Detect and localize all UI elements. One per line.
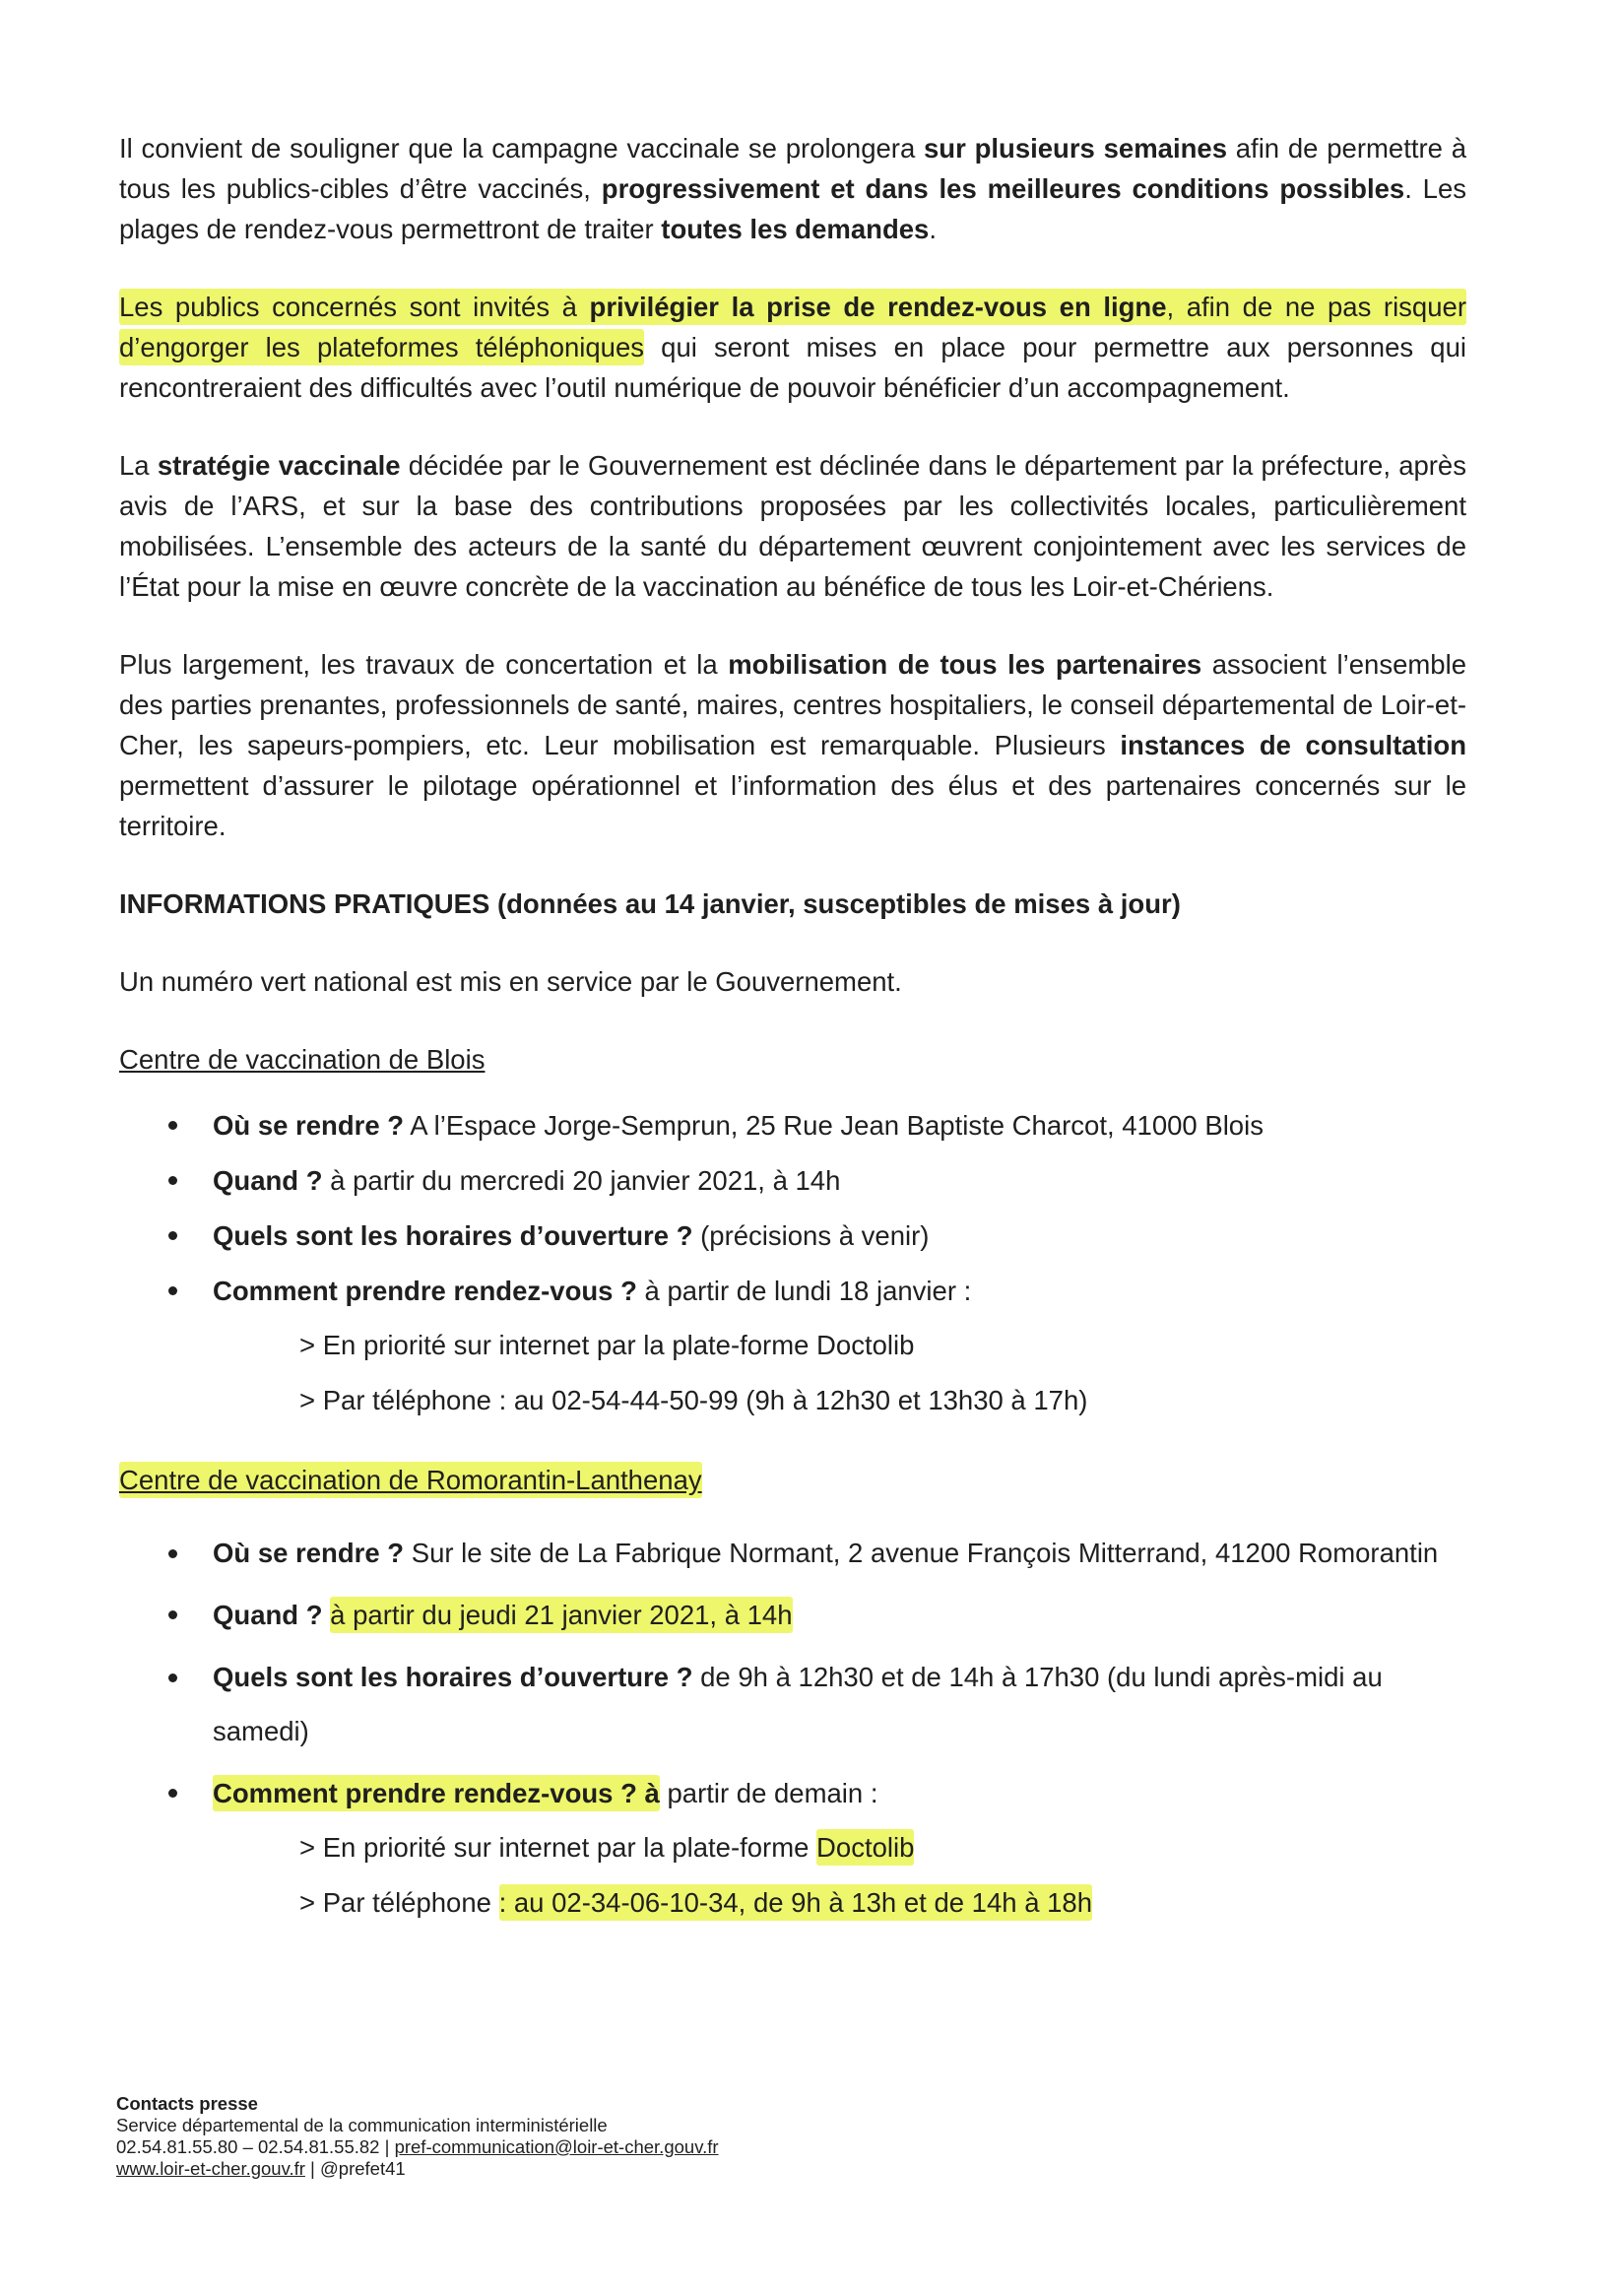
bold-text: stratégie vaccinale bbox=[157, 450, 401, 481]
blois-center-title: Centre de vaccination de Blois bbox=[119, 1044, 486, 1075]
text: Il convient de souligner que la campagne vaccinale se prolongera bbox=[119, 133, 925, 164]
list-item bbox=[168, 1160, 1466, 1201]
text: . bbox=[929, 214, 937, 244]
contacts-phones-line bbox=[116, 2136, 1003, 2158]
numero-vert-text: Un numéro vert national est mis en service par le Gouvernement. bbox=[119, 966, 902, 997]
list-item bbox=[168, 1215, 1466, 1256]
text: . Les plages de rendez-vous permettront de traiter bbox=[119, 173, 1466, 244]
text: afin de permettre à tous les publics-cibles d’être vaccinés, bbox=[119, 133, 1466, 204]
highlighted-text: Doctolib bbox=[816, 1829, 914, 1866]
document-page bbox=[119, 128, 1466, 1937]
paragraph-online-booking bbox=[119, 287, 1466, 408]
bullet-icon bbox=[168, 1286, 177, 1295]
separator: | bbox=[304, 2158, 321, 2179]
item-value: de 9h à 12h30 et de 14h à 17h30 (du lundi après-midi au samedi) bbox=[213, 1662, 1383, 1746]
list-item bbox=[168, 1773, 1466, 1813]
item-value: à partir du mercredi 20 janvier 2021, à 14h bbox=[322, 1165, 841, 1196]
list-item bbox=[168, 1105, 1466, 1146]
highlighted-label: Comment prendre rendez-vous ? à bbox=[213, 1775, 660, 1811]
website-link[interactable]: www.loir-et-cher.gouv.fr bbox=[116, 2158, 305, 2179]
text: Les publics concernés sont invités à bbox=[119, 292, 590, 322]
item-value: partir de demain : bbox=[659, 1778, 878, 1808]
bold-text: progressivement et dans les meilleures conditions possibles bbox=[601, 173, 1405, 204]
contacts-web-line bbox=[116, 2158, 1003, 2180]
romorantin-info-list bbox=[119, 1526, 1466, 1813]
item-label: Quand ? bbox=[213, 1600, 323, 1630]
item-label: Où se rendre ? bbox=[213, 1110, 405, 1141]
section-heading-informations-pratiques: INFORMATIONS PRATIQUES (données au 14 janvier, susceptibles de mises à jour) bbox=[119, 888, 1181, 919]
blois-telephone-option: > Par téléphone : au 02-54-44-50-99 (9h à 12h30 et 13h30 à 17h) bbox=[299, 1385, 1088, 1415]
item-value: à partir de lundi 18 janvier : bbox=[636, 1276, 972, 1306]
list-item bbox=[168, 1595, 1466, 1635]
item-label: Quels sont les horaires d’ouverture ? bbox=[213, 1220, 693, 1251]
bullet-icon bbox=[168, 1789, 177, 1798]
text: > Par téléphone bbox=[299, 1887, 499, 1918]
item-label: Où se rendre ? bbox=[213, 1538, 405, 1568]
highlighted-text: : au 02-34-06-10-34, de 9h à 13h et de 14h à 18h bbox=[499, 1884, 1092, 1921]
bold-text: instances de consultation bbox=[1120, 730, 1466, 760]
bullet-icon bbox=[168, 1121, 177, 1130]
bold-text: privilégier la prise de rendez-vous en ligne bbox=[589, 292, 1167, 322]
paragraph-campaign-duration bbox=[119, 128, 1466, 249]
bold-text: sur plusieurs semaines bbox=[924, 133, 1227, 164]
text: Plus largement, les travaux de concertation et la bbox=[119, 649, 729, 680]
list-item bbox=[168, 1271, 1466, 1311]
bullet-icon bbox=[168, 1610, 177, 1619]
romorantin-telephone-option bbox=[119, 1882, 1466, 1923]
highlighted-text: à partir du jeudi 21 janvier 2021, à 14h bbox=[330, 1597, 792, 1633]
list-item bbox=[168, 1650, 1466, 1758]
contacts-service: Service départemental de la communication interministérielle bbox=[116, 2115, 608, 2135]
list-item bbox=[168, 1526, 1466, 1580]
romorantin-internet-option bbox=[119, 1827, 1466, 1868]
paragraph-partners bbox=[119, 644, 1466, 846]
highlighted-text: Centre de vaccination de Romorantin-Lanthenay bbox=[119, 1462, 702, 1498]
bullet-icon bbox=[168, 1673, 177, 1682]
contacts-phones: 02.54.81.55.80 – 02.54.81.55.82 | bbox=[116, 2136, 395, 2157]
paragraph-vaccine-strategy bbox=[119, 445, 1466, 607]
bullet-icon bbox=[168, 1549, 177, 1558]
item-value: A l’Espace Jorge-Semprun, 25 Rue Jean Baptiste Charcot, 41000 Blois bbox=[404, 1110, 1264, 1141]
item-value: (précisions à venir) bbox=[692, 1220, 930, 1251]
blois-internet-option: > En priorité sur internet par la plate-forme Doctolib bbox=[299, 1330, 915, 1360]
email-link[interactable]: pref-communication@loir-et-cher.gouv.fr bbox=[394, 2136, 719, 2157]
blois-info-list bbox=[119, 1105, 1466, 1311]
romorantin-center-title bbox=[119, 1460, 1466, 1500]
text: décidée par le Gouvernement est déclinée dans le département par la préfecture, après avis de l’ARS, et sur la base des contributions proposées par les collectivités locales, particulièrement mobilisées. L’ensemble des acteurs de la santé du département œuvrent conjointement avec les services de l’État pour la mise en œuvre concrète de la vaccination au bénéfice de tous les Loir-et-Chériens. bbox=[119, 450, 1466, 602]
item-label: Quels sont les horaires d’ouverture ? bbox=[213, 1662, 693, 1692]
twitter-handle: @prefet41 bbox=[320, 2158, 406, 2179]
contacts-title: Contacts presse bbox=[116, 2093, 258, 2114]
item-label: Quand ? bbox=[213, 1165, 323, 1196]
bold-text: toutes les demandes bbox=[661, 214, 930, 244]
text: La bbox=[119, 450, 158, 481]
bullet-icon bbox=[168, 1176, 177, 1185]
text: > En priorité sur internet par la plate-forme bbox=[299, 1832, 817, 1863]
text: qui seront mises en place pour permettre aux personnes qui rencontreraient des difficultés avec l’outil numérique de pouvoir bénéficier d’un accompagnement. bbox=[119, 332, 1466, 403]
text: associent l’ensemble des parties prenantes, professionnels de santé, maires, centres hospitaliers, le conseil départemental de Loir-et-Cher, les sapeurs-pompiers, etc. Leur mobilisation est remarquable. Plusieurs bbox=[119, 649, 1466, 760]
item-label: Comment prendre rendez-vous ? bbox=[213, 1276, 637, 1306]
text: permettent d’assurer le pilotage opérationnel et l’information des élus et des partenaires concernés sur le territoire. bbox=[119, 770, 1466, 841]
bold-text: mobilisation de tous les partenaires bbox=[728, 649, 1202, 680]
text: , afin de ne pas risquer d’engorger les plateformes téléphoniques bbox=[119, 292, 1466, 362]
bullet-icon bbox=[168, 1231, 177, 1240]
press-contacts bbox=[116, 2093, 1003, 2180]
item-value: Sur le site de La Fabrique Normant, 2 avenue François Mitterrand, 41200 Romorantin bbox=[404, 1538, 1439, 1568]
